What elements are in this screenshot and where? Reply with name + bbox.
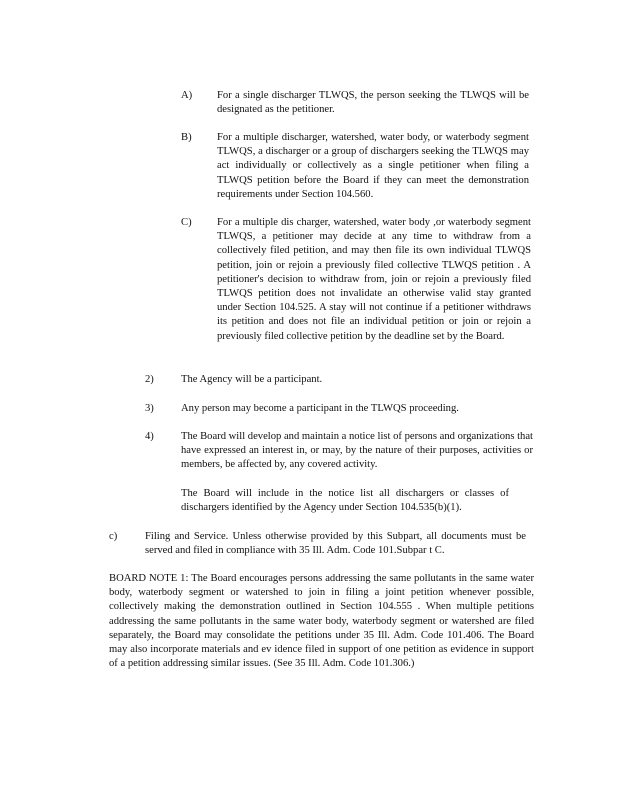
item-marker-a: A) (181, 90, 193, 101)
item-marker-c: C) (181, 217, 192, 228)
board-note: BOARD NOTE 1: The Board encourages persons addressing the same pollutants in the same water body, waterbody segment or watershed to join in filing a joint petition whenever possible, collectively making the demonstration outlined in Section 104.555 . When multiple petitions addressing the same pollutants in the same water body, waterbody segment or watershed are filed separately, the Board may consolidate the petitions under 35 Ill. Adm. Code 101.406. The Board may also incorporate materials and ev idence filed in support of one petition as evidence in support of a petition addressing similar issues. (See 35 Ill. Adm. Code 101.306.) (109, 573, 534, 670)
item-marker-2: 2) (145, 374, 154, 385)
item-text-c: For a multiple dis charger, watershed, water body ,or waterbody segment TLWQS, a petitioner may decide at any time to withdraw from a collectively filed petition, and may then file its own individual TLWQS petition, join or rejoin a previously filed collective TLWQS petition . A petitioner's decision to withdraw from, join or rejoin a previously filed TLWQS petition does not invalidate an otherwise valid stay granted under Section 104.525. A stay will not continue if a petitioner withdraws its petition and does not file an individual petition or join or rejoin a previously filed collective petition by the deadline set by the Board. (217, 217, 531, 342)
item-marker-4: 4) (145, 431, 154, 442)
item-text-b: For a multiple discharger, watershed, water body, or waterbody segment TLWQS, a discharger or a group of dischargers seeking the TLWQS may act individually or collectively as a single petitioner when filing a TLWQS petition before the Board if they can meet the demonstration requirements under Section 104.560. (217, 132, 529, 200)
item-text-2: The Agency will be a participant. (181, 374, 323, 385)
item-text-4b: The Board will include in the notice list all dischargers or classes of dischargers identified by the Agency under Section 104.535(b)(1). (181, 488, 509, 514)
item-text-a: For a single discharger TLWQS, the person seeking the TLWQS will be designated as the petitioner. (217, 90, 529, 116)
item-text-4: The Board will develop and maintain a notice list of persons and organizations that have expressed an interest in, or may, by the nature of their purposes, activities or members, be affected by, any covered activity. (181, 431, 533, 471)
item-marker-c-lower: c) (109, 531, 118, 542)
item-text-3: Any person may become a participant in the TLWQS proceeding. (181, 403, 459, 414)
item-marker-b: B) (181, 132, 192, 143)
item-text-c-lower: Filing and Service. Unless otherwise provided by this Subpart, all documents must be served and filed in compliance with 35 Ill. Adm. Code 101.Subpar t C. (145, 531, 526, 557)
item-marker-3: 3) (145, 403, 154, 414)
